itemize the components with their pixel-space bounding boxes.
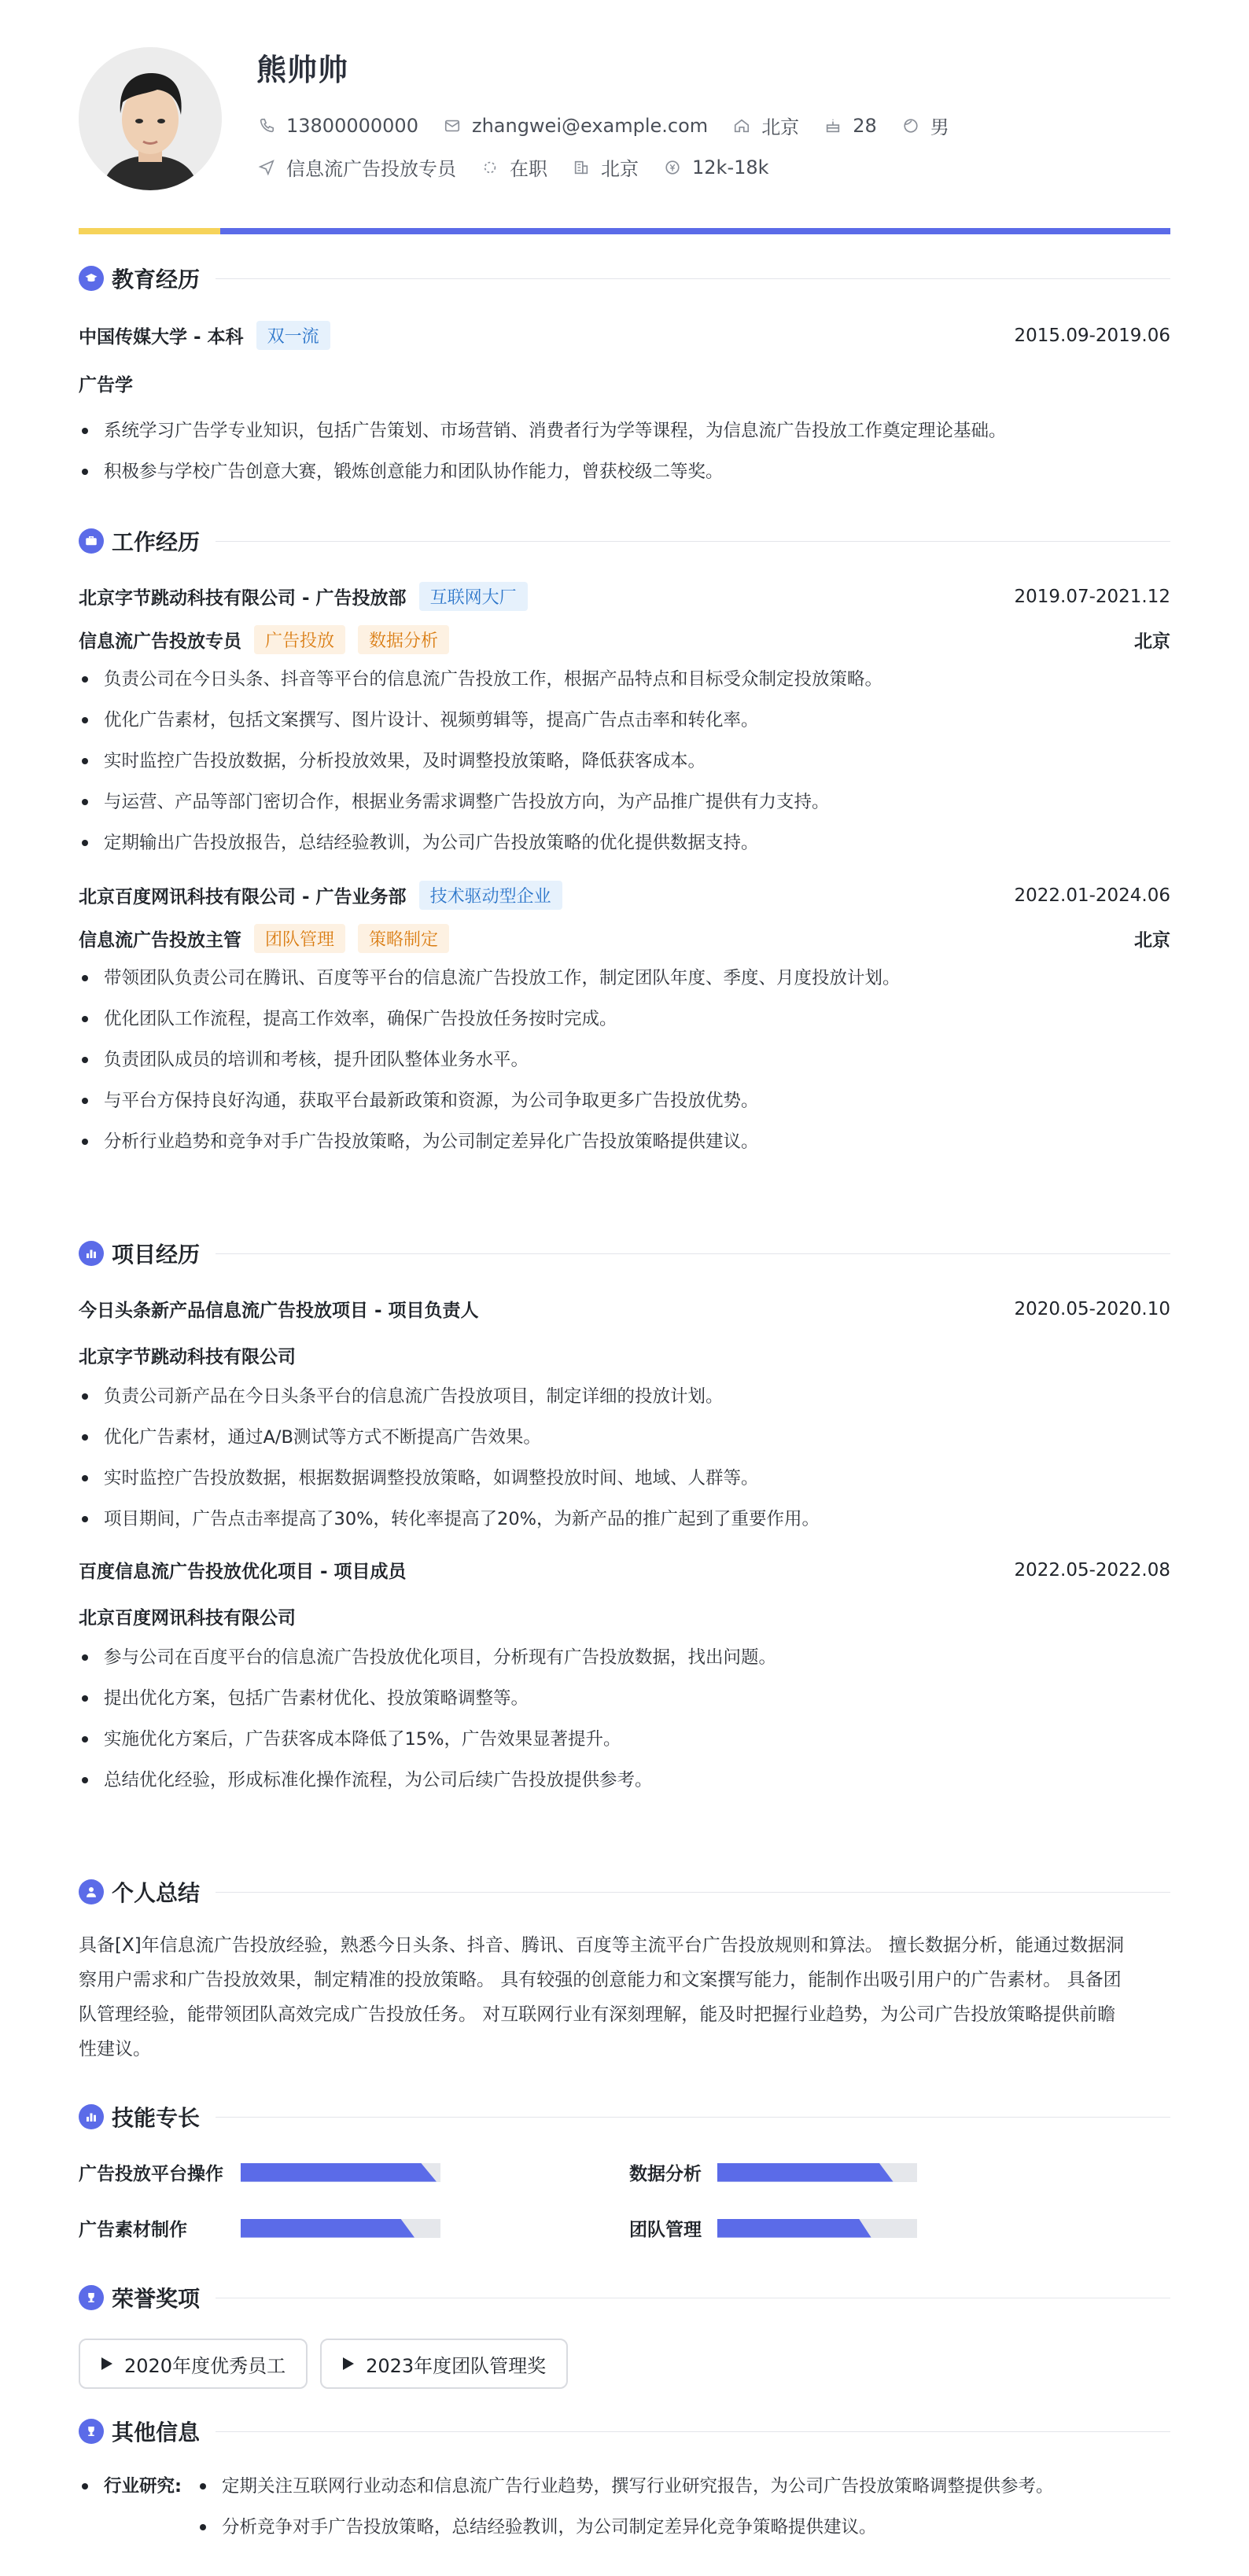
section-title: 教育经历: [112, 267, 201, 293]
position-title: 信息流广告投放专员: [79, 631, 241, 652]
gender-text: 男: [930, 116, 949, 138]
list-item: 负责公司在今日头条、抖音等平台的信息流广告投放工作，根据产品特点和目标受众制定投放策略。: [79, 659, 1170, 700]
section-header: [79, 1238, 1170, 1269]
skill-fill: [717, 2163, 893, 2182]
school-line: [79, 321, 330, 350]
skill-fill: [717, 2219, 871, 2238]
age-text: 28: [853, 114, 877, 137]
skill-label: 广告素材制作: [79, 2220, 187, 2240]
other-row: [79, 2466, 1170, 2507]
info-icon: [79, 2419, 104, 2444]
list-item: 实施优化方案后，广告获客成本降低了15%，广告效果显著提升。: [79, 1719, 1170, 1760]
position-row: [79, 924, 1170, 953]
other-value: 定期关注互联网行业动态和信息流广告行业趋势，撰写行业研究报告，为公司广告投放策略调整提供参考。: [197, 2466, 1054, 2507]
award-label: 2020年度优秀员工: [124, 2354, 286, 2377]
mail-icon: [444, 117, 461, 134]
salary-item: [664, 156, 769, 178]
skill-bar: [241, 2163, 440, 2182]
education-date: 2015.09-2019.06: [1014, 325, 1170, 346]
award-chip: [79, 2339, 308, 2389]
project-header-row: [79, 1557, 1170, 1583]
building-icon: [573, 159, 590, 176]
list-item: 参与公司在百度平台的信息流广告投放优化项目，分析现有广告投放数据，找出问题。: [79, 1637, 1170, 1678]
cake-icon: [824, 117, 842, 134]
project-date: 2020.05-2020.10: [1014, 1298, 1170, 1319]
section-header: [79, 2101, 1170, 2133]
section-header: [79, 2416, 1170, 2447]
education-bullets: [79, 410, 1170, 492]
company-name: 北京字节跳动科技有限公司 - 广告投放部: [79, 588, 407, 609]
skill-label: 数据分析: [629, 2164, 702, 2184]
skill-label: 团队管理: [629, 2220, 702, 2240]
summary-text: [79, 1928, 1170, 2066]
skill-bar: [717, 2219, 917, 2238]
list-item: 负责团队成员的培训和考核，提升团队整体业务水平。: [79, 1040, 1170, 1080]
job-city: 北京: [1134, 631, 1170, 652]
section-title: 个人总结: [112, 1880, 201, 1906]
section-divider: [216, 1892, 1170, 1893]
list-item: 与运营、产品等部门密切合作，根据业务需求调整广告投放方向，为产品推广提供有力支持。: [79, 782, 1170, 822]
skills-grid: [79, 2159, 1170, 2241]
job-row: [258, 153, 794, 181]
gender-item: [902, 112, 949, 139]
job-city: 北京: [1134, 930, 1170, 951]
header-divider-accent: [79, 228, 220, 234]
bar-chart-icon: [79, 1241, 104, 1266]
major: 广告学: [79, 375, 133, 396]
job-bullets: [79, 958, 1170, 1162]
skill-item: [629, 2215, 1170, 2241]
other-key: 行业研究:: [79, 2466, 197, 2507]
section-title: 工作经历: [112, 529, 201, 555]
skill-fill: [241, 2219, 414, 2238]
section-divider: [216, 278, 1170, 279]
trophy-icon: [79, 2285, 104, 2310]
other-spacer: [79, 2507, 197, 2548]
resume-header: [79, 0, 1170, 236]
phone-text: 13800000000: [286, 114, 418, 137]
skill-fill: [241, 2163, 437, 2182]
section-divider: [216, 2431, 1170, 2432]
position-line: [79, 625, 449, 654]
person-face-icon: [902, 117, 919, 134]
work-section: [79, 525, 1170, 1162]
salary-text: 12k-18k: [692, 156, 769, 178]
project-entry-1: [79, 1296, 1170, 1540]
play-triangle-icon: [342, 2357, 355, 2371]
position-row: [79, 625, 1170, 654]
position-title: 信息流广告投放主管: [79, 930, 241, 951]
list-item: 总结优化经验，形成标准化操作流程，为公司后续广告投放提供参考。: [79, 1760, 1170, 1801]
section-title: 项目经历: [112, 1242, 201, 1268]
header-divider: [79, 228, 1170, 234]
skill-bar: [241, 2219, 440, 2238]
project-header-row: [79, 1296, 1170, 1322]
award-label: 2023年度团队管理奖: [366, 2354, 547, 2377]
job-item: [258, 153, 456, 181]
project-name: 今日头条新产品信息流广告投放项目 - 项目负责人: [79, 1301, 479, 1321]
status-item: [481, 153, 547, 181]
city-item: [733, 112, 799, 139]
briefcase-icon: [79, 528, 104, 554]
project-bullets: [79, 1376, 1170, 1540]
awards-section: [79, 2282, 1170, 2389]
list-item: 优化团队工作流程，提高工作效率，确保广告投放任务按时完成。: [79, 999, 1170, 1040]
other-list: [79, 2466, 1170, 2548]
skill-item: [629, 2159, 1170, 2185]
company-line: [79, 881, 562, 910]
skills-section: [79, 2101, 1170, 2241]
phone-item: [258, 115, 418, 137]
home-icon: [733, 117, 750, 134]
list-item: 负责公司新产品在今日头条平台的信息流广告投放项目，制定详细的投放计划。: [79, 1376, 1170, 1417]
city-text: 北京: [761, 116, 800, 138]
list-item: 提出优化方案，包括广告素材优化、投放策略调整等。: [79, 1678, 1170, 1719]
list-item: 分析行业趋势和竞争对手广告投放策略，为公司制定差异化广告投放策略提供建议。: [79, 1121, 1170, 1162]
job-date: 2019.07-2021.12: [1014, 586, 1170, 607]
skill-bar: [717, 2163, 917, 2182]
school-name: 中国传媒大学 - 本科: [79, 327, 244, 348]
skill-tag: 数据分析: [358, 625, 449, 654]
section-divider: [216, 2117, 1170, 2118]
summary-line: 具备[X]年信息流广告投放经验，熟悉今日头条、抖音、腾讯、百度等主流平台广告投放规则和算法。 擅长数据分析，能通过数据洞: [79, 1935, 1125, 1956]
list-item: 系统学习广告学专业知识，包括广告策划、市场营销、消费者行为学等课程，为信息流广告投放工作奠定理论基础。: [79, 410, 1170, 451]
project-entry-2: [79, 1557, 1170, 1801]
skill-item: [79, 2159, 629, 2185]
other-value: 分析竞争对手广告投放策略，总结经验教训，为公司制定差异化竞争策略提供建议。: [197, 2507, 877, 2548]
project-name: 百度信息流广告投放优化项目 - 项目成员: [79, 1562, 407, 1582]
list-item: 优化广告素材，包括文案撰写、图片设计、视频剪辑等，提高广告点击率和转化率。: [79, 700, 1170, 741]
section-title: 技能专长: [112, 2105, 201, 2131]
target-city-item: [573, 153, 639, 181]
job-date: 2022.01-2024.06: [1014, 885, 1170, 906]
project-bullets: [79, 1637, 1170, 1801]
section-header: [79, 2282, 1170, 2313]
summary-section: [79, 1876, 1170, 2066]
list-item: 定期输出广告投放报告，总结经验教训，为公司广告投放策略的优化提供数据支持。: [79, 822, 1170, 863]
projects-section: [79, 1238, 1170, 1801]
job-entry-2: [79, 881, 1170, 1162]
paper-plane-icon: [258, 159, 275, 176]
school-tag: 双一流: [256, 321, 330, 350]
company-tag: 互联网大厂: [419, 582, 528, 611]
summary-line: 性建议。: [79, 2039, 151, 2059]
company-line: [79, 582, 528, 611]
summary-line: 队管理经验，能带领团队高效完成广告投放任务。 对互联网行业有深刻理解，能及时把握行业趋势，为公司广告投放策略提供前瞻: [79, 2004, 1116, 2025]
list-item: 实时监控广告投放数据，根据数据调整投放策略，如调整投放时间、地域、人群等。: [79, 1458, 1170, 1499]
section-title: 其他信息: [112, 2420, 201, 2445]
section-title: 荣誉奖项: [112, 2286, 201, 2312]
list-item: 与平台方保持良好沟通，获取平台最新政策和资源，为公司争取更多广告投放优势。: [79, 1080, 1170, 1121]
list-item: 积极参与学校广告创意大赛，锻炼创意能力和团队协作能力，曾获校级二等奖。: [79, 451, 1170, 492]
age-item: [824, 115, 877, 137]
section-header: [79, 263, 1170, 294]
status-text: 在职: [510, 158, 547, 180]
other-section: [79, 2416, 1170, 2548]
skill-tag: 策略制定: [358, 924, 449, 953]
user-icon: [79, 1879, 104, 1904]
target-city-text: 北京: [601, 158, 639, 180]
email-text: zhangwei@example.com: [471, 114, 709, 137]
list-item: 带领团队负责公司在腾讯、百度等平台的信息流广告投放工作，制定团队年度、季度、月度投放计划。: [79, 958, 1170, 999]
email-item: [444, 115, 708, 137]
job-header-row: [79, 881, 1170, 910]
project-date: 2022.05-2022.08: [1014, 1559, 1170, 1581]
list-item: 优化广告素材，通过A/B测试等方式不断提高广告效果。: [79, 1417, 1170, 1458]
graduation-cap-icon: [79, 266, 104, 291]
education-section: [79, 263, 1170, 492]
other-row: [79, 2507, 1170, 2548]
job-header-row: [79, 582, 1170, 611]
job-text: 信息流广告投放专员: [286, 158, 456, 180]
avatar: [79, 47, 222, 190]
section-divider: [216, 541, 1170, 542]
education-header-row: [79, 321, 1170, 350]
skill-tag: 团队管理: [254, 924, 345, 953]
section-divider: [216, 1253, 1170, 1254]
skill-label: 广告投放平台操作: [79, 2164, 223, 2184]
coin-icon: [664, 159, 681, 176]
section-header: [79, 1876, 1170, 1908]
skill-tag: 广告投放: [254, 625, 345, 654]
list-item: 实时监控广告投放数据，分析投放效果，及时调整投放策略，降低获客成本。: [79, 741, 1170, 782]
loading-icon: [481, 159, 499, 176]
summary-line: 察用户需求和广告投放效果，制定精准的投放策略。 具有较强的创意能力和文案撰写能力，能制作出吸引用户的广告素材。 具备团: [79, 1970, 1122, 1990]
award-chip: [320, 2339, 568, 2389]
list-item: 项目期间，广告点击率提高了30%，转化率提高了20%，为新产品的推广起到了重要作用。: [79, 1499, 1170, 1540]
skill-item: [79, 2215, 629, 2241]
job-entry-1: [79, 582, 1170, 863]
awards-list: [79, 2339, 1170, 2389]
company-name: 北京百度网讯科技有限公司 - 广告业务部: [79, 887, 407, 907]
bar-chart-icon: [79, 2104, 104, 2129]
section-header: [79, 525, 1170, 557]
job-bullets: [79, 659, 1170, 863]
project-company: 北京百度网讯科技有限公司: [79, 1608, 296, 1628]
company-tag: 技术驱动型企业: [419, 881, 562, 910]
position-line: [79, 924, 449, 953]
phone-icon: [258, 117, 275, 134]
candidate-name: 熊帅帅: [256, 53, 349, 87]
project-company: 北京字节跳动科技有限公司: [79, 1347, 296, 1367]
contact-row: [258, 112, 975, 139]
play-triangle-icon: [101, 2357, 113, 2371]
